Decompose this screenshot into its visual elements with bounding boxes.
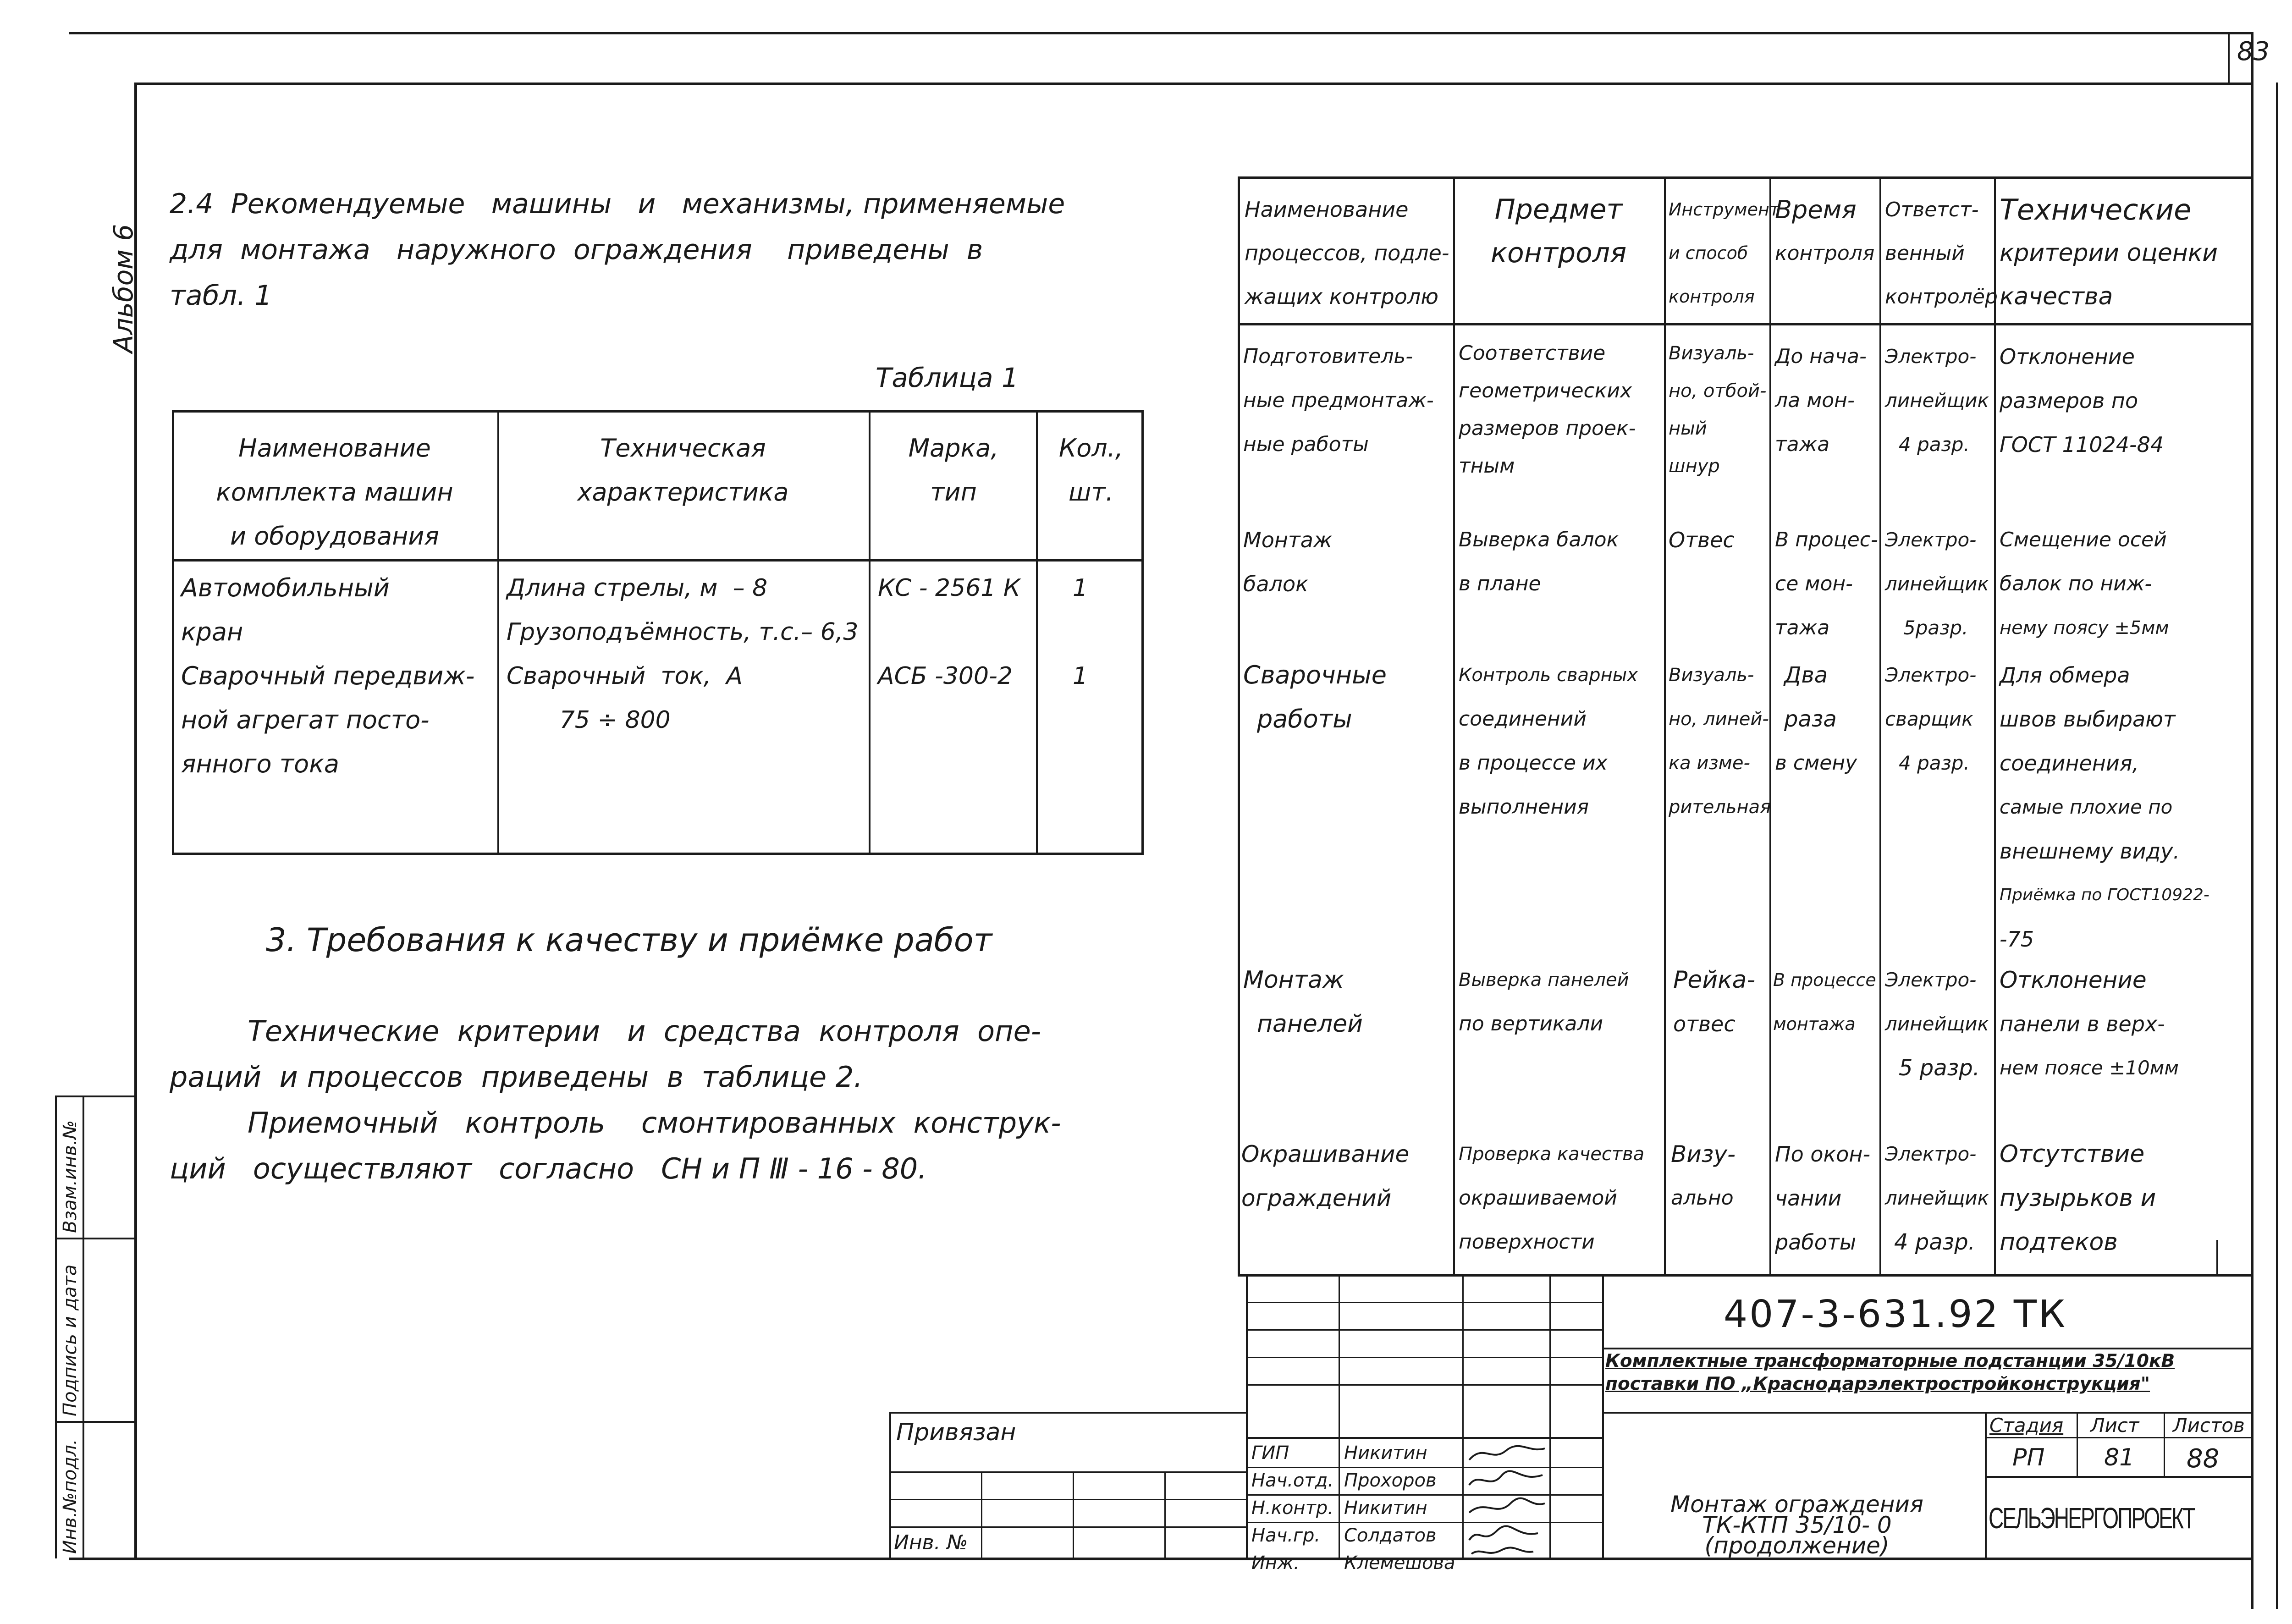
tb-privyazan-h1 [889, 1471, 1247, 1473]
tb-sig-v4 [1602, 1274, 1604, 1558]
t2-top [1238, 176, 2253, 179]
tb-main-v1 [1985, 1412, 1987, 1558]
tb-sig-v2 [1462, 1274, 1464, 1558]
t2-r4-time: В процессе монтажа [1773, 970, 1876, 1034]
frame-top-line [69, 32, 2251, 34]
t2-r4-process: Монтаж панелей [1243, 966, 1363, 1038]
t2-header-tool: Инструмент и способ контроля [1669, 199, 1780, 307]
intro-line-3: табл. 1 [170, 280, 272, 312]
t2-r3-tool: Визуаль- но, линей- ка изме- рительная [1669, 665, 1771, 818]
tb-sig-h5 [1246, 1437, 1603, 1439]
t2-r1-responsible: Электро- линейщик 4 разр. [1885, 345, 1989, 456]
t2-r1-time: До нача- ла мон- тажа [1775, 345, 1867, 456]
tb-main-top [1602, 1274, 2253, 1277]
t2-r5-process: Окрашивание ограждений [1241, 1141, 1410, 1211]
tb-main-v2 [2077, 1412, 2078, 1476]
tb-privyazan-v3 [1164, 1471, 1166, 1558]
t2-r3-process: Сварочные работы [1243, 661, 1387, 733]
t1-col-characteristic: Длина стрелы, м – 8 Грузоподъёмность, т.с.– 6,3 Сварочный ток, А 75 ÷ 800 [507, 574, 859, 734]
tb-sig-v3 [1549, 1274, 1551, 1558]
tb-role-n-kontr: Н.контр. [1251, 1497, 1333, 1519]
tb-main-h3 [1985, 1437, 2253, 1438]
table1-caption: Таблица 1 [876, 362, 1019, 393]
t1-vline-1 [497, 413, 499, 853]
t1-hline-header [174, 559, 1141, 562]
tb-role-nach-otd: Нач.отд. [1251, 1470, 1334, 1491]
tb-sheet-value: 81 [2104, 1444, 2135, 1471]
t2-r1-criteria: Отклонение размеров по ГОСТ 11024-84 [2000, 344, 2164, 457]
section3-title: 3. Требования к качеству и приёмке работ [266, 921, 992, 959]
tb-sheets-value: 88 [2187, 1444, 2220, 1474]
t2-r1-tool: Визуаль- но, отбой- ный шнур [1669, 343, 1767, 477]
tb-drawing-title: Монтаж ограждения ТК-КТП 35/10- 0 (продолжение) [1670, 1491, 1923, 1559]
tb-main-h2 [1602, 1412, 2253, 1414]
tb-signatures [1465, 1439, 1549, 1558]
signature-5 [1471, 1547, 1533, 1554]
t2-r4-tool: Рейка- отвес [1673, 966, 1756, 1036]
page-num-box-left [2228, 32, 2230, 83]
t1-header-1: Наименование комплекта машин и оборудования [216, 434, 453, 551]
stamp-left-border [55, 1096, 57, 1558]
t2-header-time: Время контроля [1775, 195, 1875, 265]
t2-r5-responsible: Электро- линейщик 4 разр. [1885, 1143, 1989, 1255]
page-number: 83 [2237, 37, 2270, 66]
t1-col-brand: КС - 2561 К АСБ -300-2 [878, 574, 1020, 690]
t2-r3-criteria: Для обмера швов выбирают соединения, самые плохие по внешнему виду. Приёмка по ГОСТ10922- -75 [2000, 663, 2209, 952]
tb-privyazan-top [889, 1412, 1247, 1414]
t2-header-subject: Предмет контроля [1490, 193, 1627, 269]
tb-sig-v1 [1339, 1274, 1340, 1558]
tb-doc-code: 407-3-631.92 ТК [1724, 1293, 2067, 1336]
t2-r2-criteria: Смещение осей балок по ниж- нему поясу ±5мм [2000, 528, 2169, 639]
t2-r1-process: Подготовитель- ные предмонтаж- ные работы [1243, 345, 1434, 456]
tb-inv-no: Инв. № [894, 1531, 968, 1554]
t2-r5-end-tick [2216, 1240, 2218, 1274]
t2-r5-time: По окон- чании работы [1775, 1142, 1871, 1255]
t2-r2-process: Монтаж балок [1243, 528, 1333, 596]
stamp-div-2 [55, 1421, 135, 1423]
tb-privyazan-v1 [981, 1471, 982, 1558]
tb-sig-left [1246, 1274, 1248, 1558]
tb-role-gip: ГИП [1251, 1442, 1289, 1464]
stamp-div-1 [55, 1238, 135, 1239]
t1-vline-3 [1036, 413, 1038, 853]
tb-main-h4 [1985, 1476, 2253, 1478]
t1-header-2: Техническая характеристика [577, 434, 789, 506]
t2-r5-criteria: Отсутствие пузырьков и подтеков [2000, 1140, 2156, 1256]
t2-vline-2 [1664, 176, 1666, 1277]
tb-privyazan-label: Привязан [896, 1419, 1016, 1446]
tb-org-logo: СЕЛЬЭНЕРГОПРОЕКТ [1989, 1502, 2194, 1535]
stamp-mid-border [83, 1096, 84, 1558]
stamp-field-vzam-inv: Взам.инв.№ [60, 1120, 81, 1233]
tb-project: Комплектные трансформаторные подстанции 35/10кВ поставки ПО „Краснодарэлектростройконструкция" [1605, 1351, 2175, 1394]
tb-sig-h2 [1246, 1329, 1603, 1331]
t2-r5-tool: Визу- ально [1671, 1141, 1736, 1210]
t1-col-equipment: Автомобильный кран Сварочный передвиж- ной агрегат посто- янного тока [181, 573, 475, 778]
intro-paragraph [170, 181, 1065, 319]
t2-header-bottom [1238, 323, 2253, 325]
t2-r1-subject: Соответствие геометрических размеров проек- тным [1459, 341, 1636, 478]
table1 [172, 410, 1144, 855]
tb-sheets-label: Листов [2173, 1414, 2245, 1437]
tb-name-1: Никитин [1344, 1442, 1427, 1464]
section3-paragraph-1: Технические критерии и средства контроля опе- раций и процессов приведены в таблице 2. Приемочный контроль смонтированных конструк- ций осуществляют согласно СН и П Ⅲ - 16 - 80. [170, 1014, 1061, 1185]
tb-privyazan-left [889, 1412, 891, 1558]
intro-line-2: для монтажа наружного ограждения приведены в [170, 234, 983, 266]
tb-main-h1 [1602, 1348, 2253, 1349]
tb-name-4: Солдатов [1344, 1525, 1437, 1546]
t1-header-4: Кол., шт. [1058, 434, 1124, 506]
tb-sig-h3 [1246, 1357, 1603, 1358]
tb-names [1344, 1439, 1455, 1577]
t1-vline-2 [869, 413, 871, 853]
signature-1 [1469, 1446, 1545, 1460]
tb-privyazan-h2 [889, 1499, 1247, 1500]
t2-r2-tool: Отвес [1669, 528, 1735, 552]
t2-r4-responsible: Электро- линейщик 5 разр. [1885, 969, 1989, 1081]
t2-vline-4 [1879, 176, 1881, 1277]
title-block [889, 1274, 2253, 1574]
t2-r3-subject: Контроль сварных соединений в процессе их выполнения [1459, 665, 1638, 819]
t1-col-qty: 1 1 [1073, 574, 1088, 690]
t2-r4-criteria: Отклонение панели в верх- нем поясе ±10мм [2000, 967, 2179, 1079]
t2-header-responsible: Ответст- венный контролёр [1885, 198, 1998, 308]
tb-sheet-label: Лист [2090, 1414, 2139, 1437]
signature-4 [1469, 1526, 1538, 1540]
signature-3 [1469, 1498, 1545, 1513]
stamp-top [55, 1096, 135, 1097]
tb-name-2: Прохоров [1344, 1470, 1437, 1491]
tb-sig-h1 [1246, 1302, 1603, 1303]
signature-2 [1469, 1471, 1543, 1485]
stamp-field-sign-date: Подпись и дата [60, 1264, 81, 1416]
tb-stage-label: Стадия [1989, 1414, 2064, 1437]
t2-header-criteria: Технические критерии оценки качества [2000, 193, 2218, 310]
t2-left [1238, 176, 1240, 1277]
t2-r3-responsible: Электро- сварщик 4 разр. [1885, 664, 1977, 774]
t1-header-3: Марка, тип [908, 434, 999, 506]
t2-r4-subject: Выверка панелей по вертикали [1459, 969, 1629, 1035]
t2-r2-responsible: Электро- линейщик 5разр. [1885, 528, 1989, 639]
album-label: Альбом 6 [108, 224, 139, 353]
t2-r5-subject: Проверка качества окрашиваемой поверхности [1459, 1144, 1645, 1254]
tb-privyazan-h3 [889, 1526, 1247, 1528]
stamp-field-inv-podl: Инв.№подл. [60, 1439, 81, 1554]
table2 [1238, 176, 2253, 1277]
t2-vline-5 [1994, 176, 1996, 1277]
tb-sig-h4 [1246, 1384, 1603, 1386]
tb-privyazan-v2 [1073, 1471, 1074, 1558]
t2-r3-time: Два раза в смену [1775, 662, 1857, 775]
t2-r2-subject: Выверка балок в плане [1459, 528, 1619, 595]
t2-header-process: Наименование процессов, подле- жащих контролю [1245, 197, 1449, 309]
t2-r2-time: В процес- се мон- тажа [1775, 528, 1878, 639]
tb-roles [1251, 1439, 1333, 1577]
tb-stage-value: РП [2012, 1444, 2045, 1471]
frame-right-outer [2276, 83, 2278, 1609]
tb-role-nach-gr: Нач.гр. [1251, 1525, 1321, 1546]
tb-main-v3 [2164, 1412, 2165, 1476]
tb-name-3: Никитин [1344, 1497, 1427, 1519]
tb-role-inzh: Инж. [1251, 1552, 1300, 1574]
intro-line-1: 2.4 Рекомендуемые машины и механизмы, применяемые [170, 188, 1065, 220]
frame-inner-top [135, 83, 2253, 85]
t2-vline-1 [1453, 176, 1455, 1277]
tb-name-5: Клемешова [1344, 1552, 1455, 1574]
